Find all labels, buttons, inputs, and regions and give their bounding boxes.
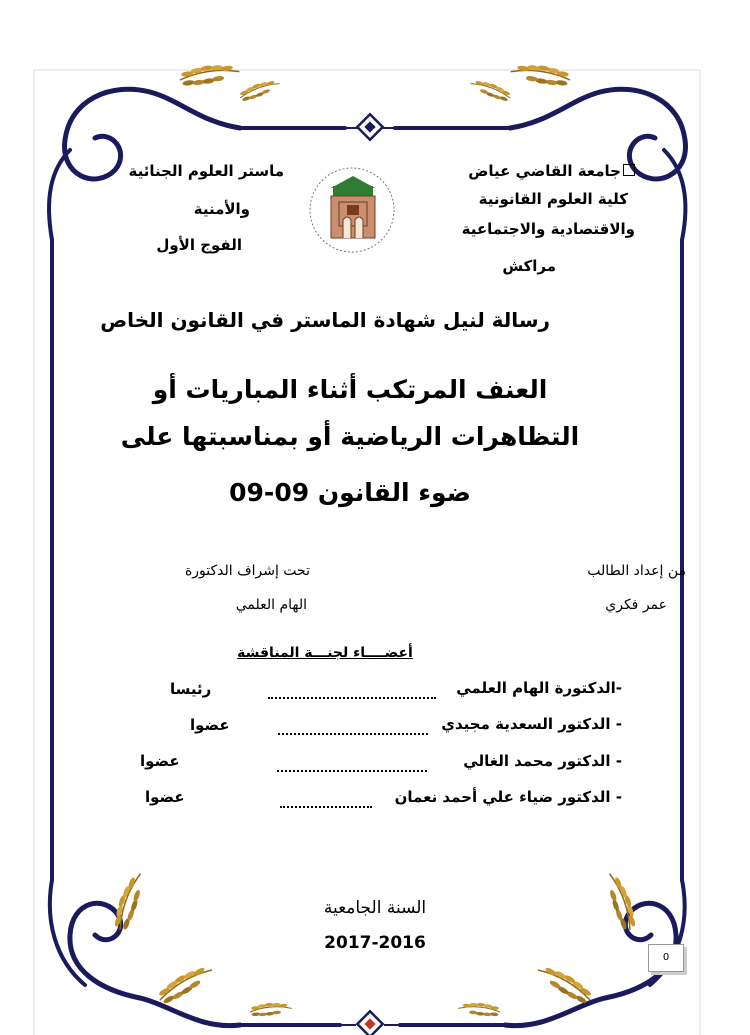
masters-program-line2: والأمنية: [193, 200, 250, 218]
university-logo: [305, 158, 400, 258]
committee-role: رئيسا: [170, 680, 212, 698]
committee-member: -الدكتورة الهام العلمي: [456, 679, 622, 697]
academic-year: 2017-2016: [324, 933, 426, 953]
page-number: 0: [662, 952, 670, 963]
city-name: مراكش: [502, 257, 556, 275]
thesis-title-line2: التظاهرات الرياضية أو بمناسبتها على: [120, 422, 580, 451]
cohort: الفوج الأول: [156, 236, 242, 254]
committee-role: عضوا: [190, 716, 230, 734]
committee-role: عضوا: [140, 752, 180, 770]
committee-member: - الدكتور محمد الغالي: [463, 752, 622, 770]
student-name: عمر فكري: [605, 597, 667, 613]
thesis-title-line3: ضوء القانون 09-09: [229, 478, 471, 507]
dotted-leader: [278, 720, 428, 739]
committee-heading: أعضــــاء لجنـــة المناقشة: [237, 645, 413, 661]
faculty-name-line1: كلية العلوم القانونية: [478, 190, 628, 208]
dotted-leader: [277, 757, 427, 776]
committee-role: عضوا: [145, 788, 185, 806]
thesis-subtitle: رسالة لنيل شهادة الماستر في القانون الخاص: [100, 308, 550, 332]
thesis-title-line1: العنف المرتكب أثناء المباريات أو: [152, 375, 548, 404]
dotted-leader: [268, 684, 436, 703]
academic-year-label: السنة الجامعية: [323, 898, 427, 918]
dotted-leader: [280, 793, 372, 812]
faculty-name-line2: والاقتصادية والاجتماعية: [461, 220, 635, 238]
committee-member: - الدكتور السعدية مجيدي: [441, 715, 622, 733]
checkbox-icon: [623, 164, 635, 176]
committee-member: - الدكتور ضياء علي أحمد نعمان: [394, 788, 622, 806]
page-number-box: [648, 944, 684, 972]
masters-program: ماستر العلوم الجنائية: [128, 162, 284, 180]
supervised-by-label: تحت إشراف الدكتورة: [184, 563, 310, 579]
university-name: جامعة القاضي عياض: [468, 162, 635, 180]
supervisor-name: الهام العلمي: [235, 597, 307, 613]
prepared-by-label: من إعداد الطالب: [587, 563, 686, 579]
